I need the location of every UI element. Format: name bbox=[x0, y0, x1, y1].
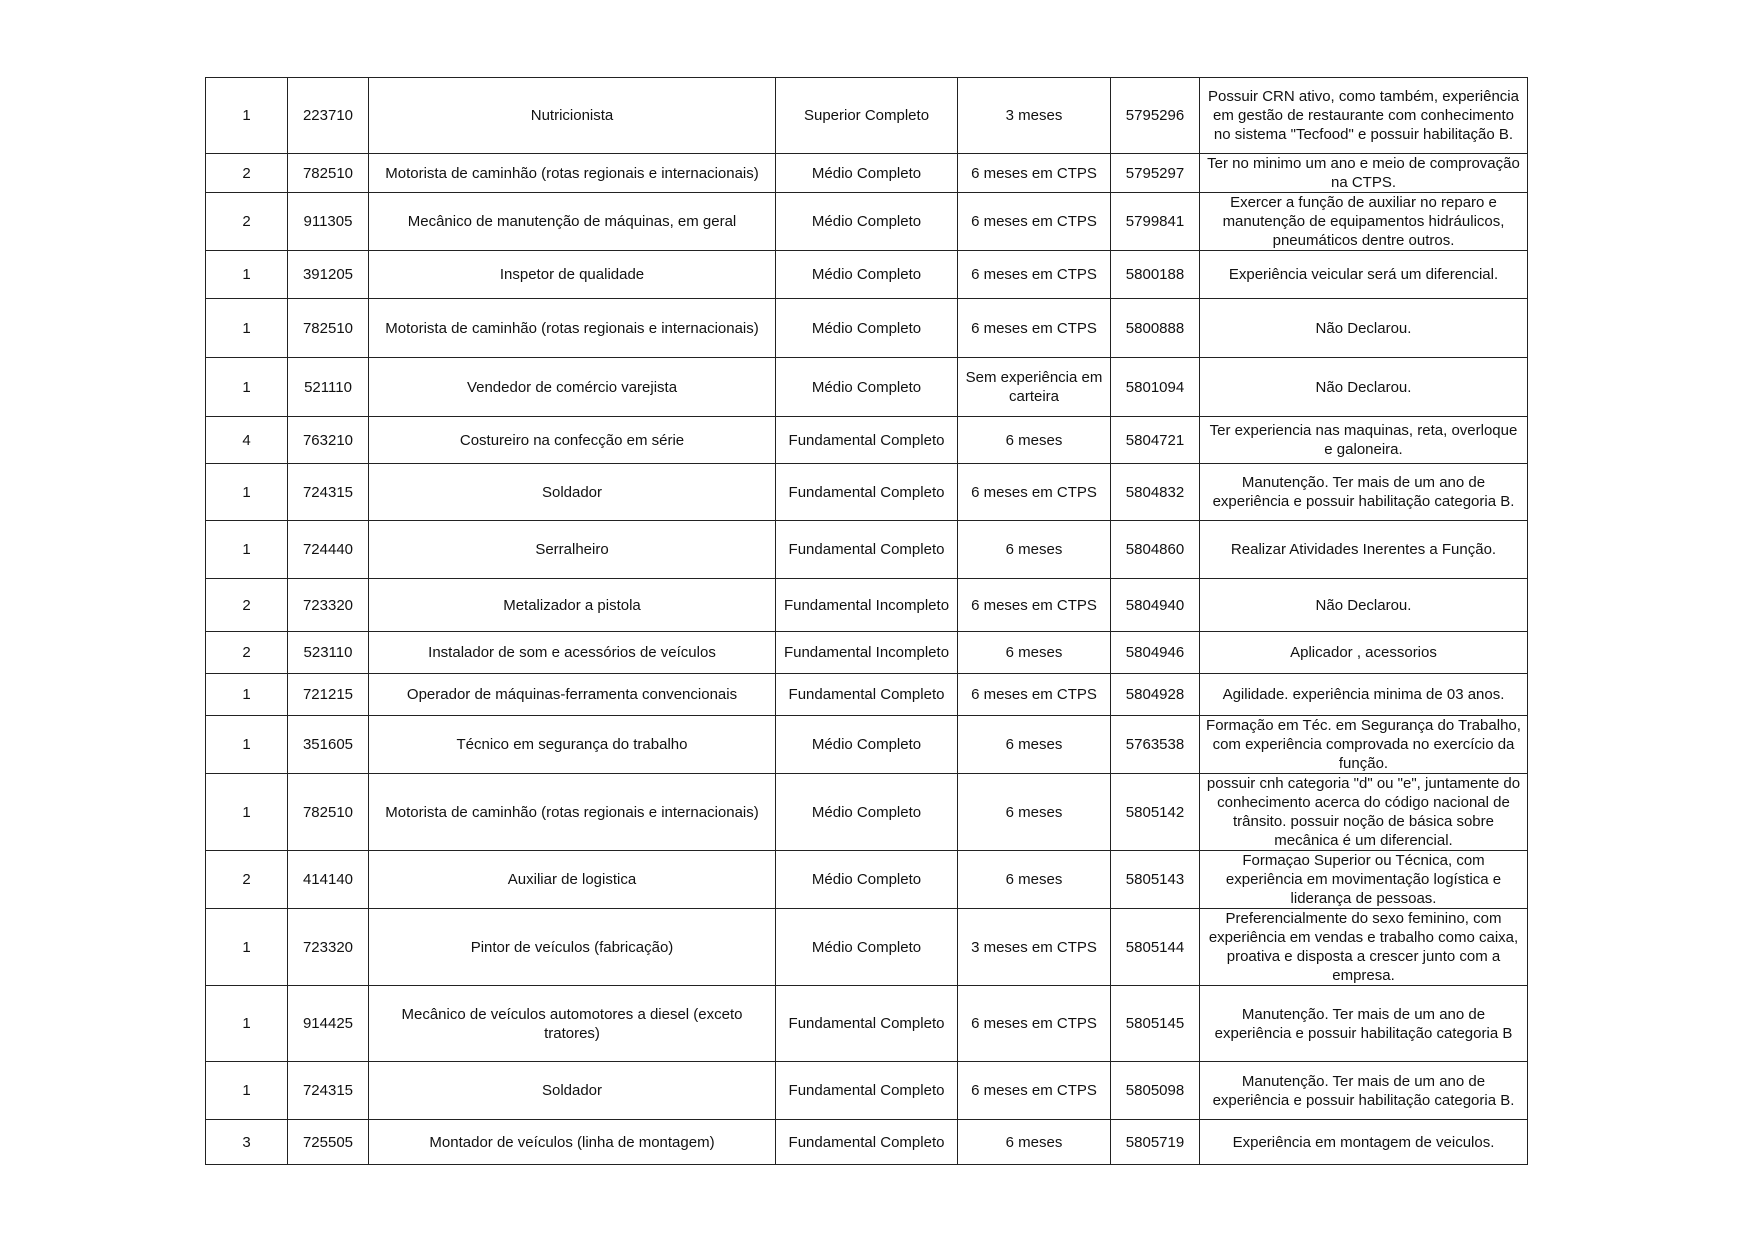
table-row bbox=[206, 674, 1528, 716]
cell-education: Fundamental Completo bbox=[776, 521, 958, 579]
cell-experience: 3 meses em CTPS bbox=[958, 909, 1111, 986]
cell-experience: 6 meses bbox=[958, 774, 1111, 851]
table-row bbox=[206, 154, 1528, 193]
cell-notes: Manutenção. Ter mais de um ano de experiência e possuir habilitação categoria B bbox=[1200, 986, 1528, 1062]
table-row bbox=[206, 774, 1528, 851]
cell-cbo-code: 414140 bbox=[288, 851, 369, 909]
table-row bbox=[206, 521, 1528, 579]
table-row bbox=[206, 632, 1528, 674]
cell-vacancy-id: 5804860 bbox=[1111, 521, 1200, 579]
cell-vacancy-id: 5805143 bbox=[1111, 851, 1200, 909]
cell-occupation: Nutricionista bbox=[369, 78, 776, 154]
cell-experience: 6 meses bbox=[958, 851, 1111, 909]
cell-cbo-code: 391205 bbox=[288, 251, 369, 299]
cell-quantity: 1 bbox=[206, 1062, 288, 1120]
cell-education: Fundamental Completo bbox=[776, 986, 958, 1062]
cell-quantity: 1 bbox=[206, 521, 288, 579]
cell-quantity: 1 bbox=[206, 986, 288, 1062]
cell-notes: Possuir CRN ativo, como também, experiência em gestão de restaurante com conhecimento no sistema "Tecfood" e possuir habilitação B. bbox=[1200, 78, 1528, 154]
cell-education: Superior Completo bbox=[776, 78, 958, 154]
cell-education: Fundamental Incompleto bbox=[776, 632, 958, 674]
table-row bbox=[206, 1062, 1528, 1120]
cell-education: Fundamental Completo bbox=[776, 674, 958, 716]
table-row bbox=[206, 417, 1528, 464]
cell-notes: Formaçao Superior ou Técnica, com experiência em movimentação logística e liderança de pessoas. bbox=[1200, 851, 1528, 909]
cell-experience: 6 meses bbox=[958, 521, 1111, 579]
table-row bbox=[206, 299, 1528, 358]
cell-vacancy-id: 5805719 bbox=[1111, 1120, 1200, 1165]
table-row bbox=[206, 193, 1528, 251]
cell-quantity: 1 bbox=[206, 299, 288, 358]
cell-education: Médio Completo bbox=[776, 909, 958, 986]
cell-cbo-code: 223710 bbox=[288, 78, 369, 154]
cell-quantity: 2 bbox=[206, 851, 288, 909]
cell-vacancy-id: 5799841 bbox=[1111, 193, 1200, 251]
cell-experience: 6 meses bbox=[958, 632, 1111, 674]
cell-cbo-code: 723320 bbox=[288, 909, 369, 986]
table-row bbox=[206, 579, 1528, 632]
table-row bbox=[206, 78, 1528, 154]
cell-occupation: Soldador bbox=[369, 464, 776, 521]
cell-cbo-code: 351605 bbox=[288, 716, 369, 774]
cell-notes: Ter no minimo um ano e meio de comprovação na CTPS. bbox=[1200, 154, 1528, 193]
cell-vacancy-id: 5804832 bbox=[1111, 464, 1200, 521]
cell-notes: Aplicador , acessorios bbox=[1200, 632, 1528, 674]
cell-notes: Ter experiencia nas maquinas, reta, overloque e galoneira. bbox=[1200, 417, 1528, 464]
table-row bbox=[206, 464, 1528, 521]
cell-cbo-code: 782510 bbox=[288, 299, 369, 358]
cell-quantity: 1 bbox=[206, 774, 288, 851]
cell-quantity: 1 bbox=[206, 358, 288, 417]
cell-experience: 6 meses em CTPS bbox=[958, 1062, 1111, 1120]
cell-occupation: Mecânico de veículos automotores a diesel (exceto tratores) bbox=[369, 986, 776, 1062]
cell-cbo-code: 523110 bbox=[288, 632, 369, 674]
cell-notes: Não Declarou. bbox=[1200, 579, 1528, 632]
cell-experience: 6 meses bbox=[958, 716, 1111, 774]
cell-notes: Agilidade. experiência minima de 03 anos. bbox=[1200, 674, 1528, 716]
cell-notes: Não Declarou. bbox=[1200, 358, 1528, 417]
cell-cbo-code: 782510 bbox=[288, 154, 369, 193]
cell-cbo-code: 914425 bbox=[288, 986, 369, 1062]
cell-experience: Sem experiência em carteira bbox=[958, 358, 1111, 417]
cell-education: Fundamental Completo bbox=[776, 417, 958, 464]
cell-quantity: 2 bbox=[206, 154, 288, 193]
cell-education: Médio Completo bbox=[776, 193, 958, 251]
cell-quantity: 2 bbox=[206, 193, 288, 251]
cell-experience: 6 meses em CTPS bbox=[958, 986, 1111, 1062]
cell-cbo-code: 724315 bbox=[288, 464, 369, 521]
cell-occupation: Montador de veículos (linha de montagem) bbox=[369, 1120, 776, 1165]
table-row bbox=[206, 1120, 1528, 1165]
cell-occupation: Metalizador a pistola bbox=[369, 579, 776, 632]
cell-experience: 6 meses bbox=[958, 1120, 1111, 1165]
cell-quantity: 3 bbox=[206, 1120, 288, 1165]
cell-quantity: 2 bbox=[206, 632, 288, 674]
table-row bbox=[206, 358, 1528, 417]
cell-cbo-code: 911305 bbox=[288, 193, 369, 251]
cell-notes: Exercer a função de auxiliar no reparo e manutenção de equipamentos hidráulicos, pneumáticos dentre outros. bbox=[1200, 193, 1528, 251]
cell-occupation: Motorista de caminhão (rotas regionais e internacionais) bbox=[369, 154, 776, 193]
cell-vacancy-id: 5795296 bbox=[1111, 78, 1200, 154]
cell-experience: 6 meses em CTPS bbox=[958, 464, 1111, 521]
cell-occupation: Soldador bbox=[369, 1062, 776, 1120]
cell-notes: Preferencialmente do sexo feminino, com experiência em vendas e trabalho como caixa, proativa e disposta a crescer junto com a empresa. bbox=[1200, 909, 1528, 986]
table-row bbox=[206, 909, 1528, 986]
job-vacancies-table bbox=[205, 77, 1528, 1165]
cell-vacancy-id: 5804946 bbox=[1111, 632, 1200, 674]
cell-experience: 6 meses em CTPS bbox=[958, 579, 1111, 632]
cell-vacancy-id: 5800188 bbox=[1111, 251, 1200, 299]
cell-experience: 3 meses bbox=[958, 78, 1111, 154]
table-row bbox=[206, 251, 1528, 299]
cell-vacancy-id: 5801094 bbox=[1111, 358, 1200, 417]
cell-notes: possuir cnh categoria "d" ou "e", juntamente do conhecimento acerca do código nacional de trânsito. possuir noção de básica sobre mecânica é um diferencial. bbox=[1200, 774, 1528, 851]
cell-cbo-code: 782510 bbox=[288, 774, 369, 851]
cell-quantity: 1 bbox=[206, 909, 288, 986]
cell-notes: Experiência em montagem de veiculos. bbox=[1200, 1120, 1528, 1165]
cell-education: Médio Completo bbox=[776, 299, 958, 358]
cell-education: Fundamental Incompleto bbox=[776, 579, 958, 632]
cell-experience: 6 meses bbox=[958, 417, 1111, 464]
cell-occupation: Costureiro na confecção em série bbox=[369, 417, 776, 464]
cell-occupation: Motorista de caminhão (rotas regionais e internacionais) bbox=[369, 299, 776, 358]
cell-education: Médio Completo bbox=[776, 774, 958, 851]
cell-cbo-code: 725505 bbox=[288, 1120, 369, 1165]
cell-quantity: 4 bbox=[206, 417, 288, 464]
cell-quantity: 1 bbox=[206, 674, 288, 716]
cell-occupation: Instalador de som e acessórios de veículos bbox=[369, 632, 776, 674]
cell-experience: 6 meses em CTPS bbox=[958, 251, 1111, 299]
cell-education: Médio Completo bbox=[776, 358, 958, 417]
cell-occupation: Técnico em segurança do trabalho bbox=[369, 716, 776, 774]
cell-cbo-code: 763210 bbox=[288, 417, 369, 464]
cell-vacancy-id: 5804721 bbox=[1111, 417, 1200, 464]
cell-experience: 6 meses em CTPS bbox=[958, 299, 1111, 358]
table-row bbox=[206, 716, 1528, 774]
cell-occupation: Auxiliar de logistica bbox=[369, 851, 776, 909]
cell-notes: Manutenção. Ter mais de um ano de experiência e possuir habilitação categoria B. bbox=[1200, 464, 1528, 521]
cell-vacancy-id: 5805142 bbox=[1111, 774, 1200, 851]
cell-occupation: Motorista de caminhão (rotas regionais e internacionais) bbox=[369, 774, 776, 851]
cell-education: Médio Completo bbox=[776, 154, 958, 193]
cell-vacancy-id: 5804940 bbox=[1111, 579, 1200, 632]
cell-cbo-code: 724440 bbox=[288, 521, 369, 579]
cell-notes: Não Declarou. bbox=[1200, 299, 1528, 358]
cell-quantity: 1 bbox=[206, 251, 288, 299]
cell-cbo-code: 724315 bbox=[288, 1062, 369, 1120]
cell-experience: 6 meses em CTPS bbox=[958, 193, 1111, 251]
cell-vacancy-id: 5800888 bbox=[1111, 299, 1200, 358]
cell-cbo-code: 721215 bbox=[288, 674, 369, 716]
cell-vacancy-id: 5763538 bbox=[1111, 716, 1200, 774]
cell-education: Fundamental Completo bbox=[776, 464, 958, 521]
cell-occupation: Vendedor de comércio varejista bbox=[369, 358, 776, 417]
cell-quantity: 1 bbox=[206, 78, 288, 154]
cell-education: Fundamental Completo bbox=[776, 1120, 958, 1165]
cell-notes: Manutenção. Ter mais de um ano de experiência e possuir habilitação categoria B. bbox=[1200, 1062, 1528, 1120]
cell-vacancy-id: 5805098 bbox=[1111, 1062, 1200, 1120]
cell-education: Médio Completo bbox=[776, 716, 958, 774]
cell-vacancy-id: 5805145 bbox=[1111, 986, 1200, 1062]
cell-occupation: Serralheiro bbox=[369, 521, 776, 579]
cell-experience: 6 meses em CTPS bbox=[958, 674, 1111, 716]
cell-quantity: 1 bbox=[206, 464, 288, 521]
cell-cbo-code: 723320 bbox=[288, 579, 369, 632]
cell-occupation: Mecânico de manutenção de máquinas, em geral bbox=[369, 193, 776, 251]
cell-quantity: 1 bbox=[206, 716, 288, 774]
cell-education: Fundamental Completo bbox=[776, 1062, 958, 1120]
cell-quantity: 2 bbox=[206, 579, 288, 632]
cell-occupation: Operador de máquinas-ferramenta convencionais bbox=[369, 674, 776, 716]
cell-notes: Formação em Téc. em Segurança do Trabalho, com experiência comprovada no exercício da função. bbox=[1200, 716, 1528, 774]
cell-vacancy-id: 5795297 bbox=[1111, 154, 1200, 193]
cell-vacancy-id: 5804928 bbox=[1111, 674, 1200, 716]
cell-occupation: Inspetor de qualidade bbox=[369, 251, 776, 299]
cell-notes: Experiência veicular será um diferencial. bbox=[1200, 251, 1528, 299]
cell-experience: 6 meses em CTPS bbox=[958, 154, 1111, 193]
cell-education: Médio Completo bbox=[776, 851, 958, 909]
cell-cbo-code: 521110 bbox=[288, 358, 369, 417]
table-row bbox=[206, 986, 1528, 1062]
cell-vacancy-id: 5805144 bbox=[1111, 909, 1200, 986]
cell-education: Médio Completo bbox=[776, 251, 958, 299]
table-row bbox=[206, 851, 1528, 909]
cell-notes: Realizar Atividades Inerentes a Função. bbox=[1200, 521, 1528, 579]
cell-occupation: Pintor de veículos (fabricação) bbox=[369, 909, 776, 986]
